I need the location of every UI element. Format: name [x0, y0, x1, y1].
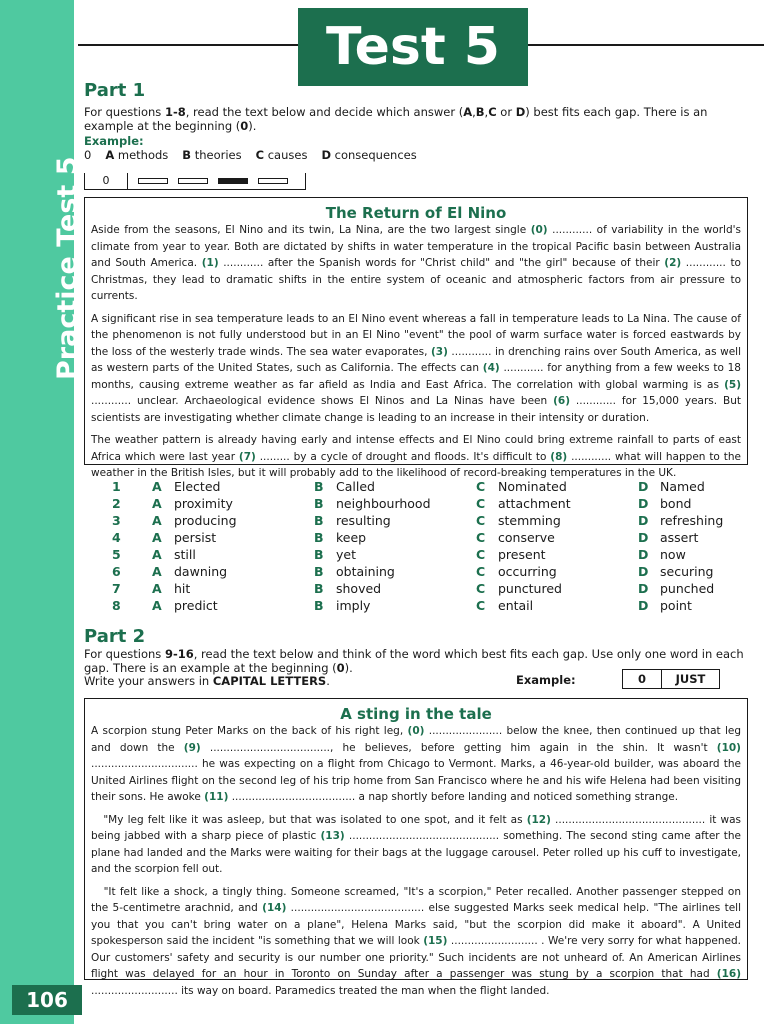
option-d: D bond — [638, 496, 692, 511]
option-a: A predict — [152, 598, 218, 613]
part2-example-label: Example: — [516, 673, 576, 687]
gap-number: (12) — [526, 813, 551, 826]
option-a: A hit — [152, 581, 191, 596]
example-option-c: C causes — [255, 148, 308, 162]
part1-options — [112, 478, 768, 614]
answer-slot-d — [258, 178, 288, 184]
option-b: B obtaining — [314, 564, 395, 579]
gap-number: (1) — [201, 257, 219, 269]
part1-article-title: The Return of El Nino — [325, 204, 507, 222]
part1-heading: Part 1 — [84, 80, 146, 101]
option-d: D refreshing — [638, 513, 724, 528]
part1-text-box — [84, 197, 748, 479]
example-option-d: D consequences — [321, 148, 417, 162]
option-row — [112, 478, 768, 495]
example-option-a: A methods — [105, 148, 169, 162]
part1-paragraph: A significant rise in sea temperature leads to an El Nino event whereas a fall in temperature leads to La Nina. The cause of the phenomenon is not fully understood but in an El Nino "event" the pool of warm surface water is forced eastwards by the loss of the westerly trade winds. The sea water evaporates, (3) ............ in drenching rains over South America, as well as western parts of the United States, such as California. The effects can (4) ............ for anything from a few weeks to 18 months, causing extreme weather as far afield as India and East Africa. The correlation with global warming is as (5) ............ unclear. Archaeological evidence shows El Ninos and La Ninas have been (6) ............ for 15,000 years. But scientists are investigating whether climate change is leading to an increase in their intensity or duration. — [91, 312, 741, 424]
part1-paragraphs — [85, 222, 747, 482]
option-number: 8 — [112, 598, 121, 613]
part2-instructions: For questions 9-16, read the text below and think of the word which best fits each gap. Use only one word in each gap. There is an example at the beginning (0). — [84, 647, 744, 675]
page-number: 106 — [12, 985, 82, 1015]
gap-number: (4) — [482, 362, 500, 374]
option-number: 4 — [112, 530, 121, 545]
side-title: Practice Test 5 — [52, 156, 83, 380]
option-row — [112, 512, 768, 529]
example-num: 0 — [84, 148, 92, 162]
part1-instructions: For questions 1-8, read the text below and decide which answer (A,B,C or D) best fits each gap. There is an example at the beginning (0). — [84, 105, 708, 133]
option-a: A persist — [152, 530, 217, 545]
option-d: D punched — [638, 581, 715, 596]
answer-slot-a — [138, 178, 168, 184]
part2-paragraph: A scorpion stung Peter Marks on the back of his right leg, (0) ...................... below the knee, then continued up that leg and down the (9) ...................................., he believes, before getting him again in the shin. It wasn't (10) ................................ he was expecting on a flight from Chicago to Vermont. Marks, a 46-year-old builder, was aboard the United Airlines flight on the second leg of his trip home from San Francisco where he and his wife Helena had been visiting their sons. He awoke (11) ..................................... a nap shortly before landing and noticed something strange. — [91, 725, 741, 803]
gap-number: (7) — [238, 450, 256, 463]
gap-number: (9) — [183, 741, 201, 754]
option-row — [112, 563, 768, 580]
option-d: D point — [638, 598, 692, 613]
part2-paragraph: "My leg felt like it was asleep, but that was isolated to one spot, and it felt as (12) ............................................. it was being jabbed with a sharp piece of plastic (13) ............................................. something. The second sting came after the plane had landed and the Marks were waiting for their bags at the luggage carousel. Peter rolled up his cuff to investigate, and the scorpion fell out. — [91, 813, 741, 875]
part1-paragraph: The weather pattern is already having early and intense effects and El Nino could bring extreme rainfall to parts of east Africa which were last year (7) ......... by a cycle of drought and floods. It's difficult to (8) ............ what will happen to the weather in the British Isles, but it will probably add to the likelihood of record-breaking temperatures in the UK. — [91, 434, 741, 479]
option-row — [112, 580, 768, 597]
part2-article-title: A sting in the tale — [340, 705, 492, 723]
option-a: A Elected — [152, 479, 221, 494]
answer-slot-b — [178, 178, 208, 184]
option-b: B yet — [314, 547, 356, 562]
option-b: B shoved — [314, 581, 382, 596]
part2-example-num: 0 — [623, 670, 662, 688]
option-c: C conserve — [476, 530, 555, 545]
option-b: B Called — [314, 479, 375, 494]
option-number: 5 — [112, 547, 121, 562]
option-d: D securing — [638, 564, 714, 579]
part2-write-instructions: Write your answers in CAPITAL LETTERS. — [84, 674, 330, 688]
option-d: D Named — [638, 479, 705, 494]
option-c: C Nominated — [476, 479, 567, 494]
gap-number: (16) — [716, 968, 741, 980]
option-c: C present — [476, 547, 546, 562]
gap-number: (14) — [262, 902, 287, 914]
part2-text-box — [84, 698, 748, 997]
part2-paragraph: "It felt like a shock, a tingly thing. Someone screamed, "It's a scorpion," Peter recalled. Another passenger stepped on the 5-centimetre arachnid, and (14) ........................................ else suggested Marks seek medical help. "The airlines tell you that you can't bring water on a plane", Helena Marks said, "but the scorpion did make it aboard". A United spokesperson said the incident "is something that we will look (15) .......................... . We're very sorry for what happened. Our customers' safety and security is our number one priority." Such incidents are not unheard of. An American Airlines flight was delayed for an hour in Toronto on Sunday after a passenger was stung by a scorpion that had (16) .......................... its way on board. Paramedics treated the man when the flight landed. — [91, 885, 742, 997]
gap-number: (2) — [664, 257, 682, 269]
option-a: A producing — [152, 513, 237, 528]
part2-heading: Part 2 — [84, 626, 146, 647]
option-c: C stemming — [476, 513, 561, 528]
option-b: B resulting — [314, 513, 391, 528]
gap-number: (0) — [530, 224, 548, 236]
option-number: 1 — [112, 479, 121, 494]
option-a: A proximity — [152, 496, 233, 511]
gap-number: (13) — [320, 830, 345, 842]
option-c: C occurring — [476, 564, 557, 579]
option-number: 6 — [112, 564, 121, 579]
option-c: C attachment — [476, 496, 571, 511]
option-number: 7 — [112, 581, 121, 596]
example-option-b: B theories — [182, 148, 242, 162]
option-row — [112, 597, 768, 614]
side-strip — [0, 0, 74, 1024]
option-number: 2 — [112, 496, 121, 511]
part2-example-answer: JUST — [675, 672, 706, 686]
answer-slot-c — [218, 178, 248, 184]
option-row — [112, 529, 768, 546]
part2-paragraphs — [85, 723, 747, 999]
option-number: 3 — [112, 513, 121, 528]
option-c: C entail — [476, 598, 534, 613]
gap-number: (6) — [553, 395, 570, 407]
option-b: B keep — [314, 530, 367, 545]
gap-number: (3) — [431, 345, 448, 358]
option-b: B neighbourhood — [314, 496, 431, 511]
gap-number: (8) — [550, 450, 568, 463]
option-b: B imply — [314, 598, 371, 613]
option-d: D now — [638, 547, 686, 562]
option-row — [112, 546, 768, 563]
option-row — [112, 495, 768, 512]
part1-paragraph: Aside from the seasons, El Nino and its twin, La Nina, are the two largest single (0) ............ of variability in the world's climate from year to year. Both are dictated by shifts in water temperature in the tropical Pacific basin between Australia and South America. (1) ............ after the Spanish words for "Christ child" and "the girl" because of their (2) ............ to Christmas, they lead to dramatic shifts in the entire system of oceanic and atmospheric factors from air pressure to currents. — [91, 224, 741, 302]
example-answer-sheet — [84, 173, 306, 190]
gap-number: (0) — [407, 725, 425, 737]
gap-number: (10) — [716, 741, 741, 754]
option-a: A still — [152, 547, 196, 562]
gap-number: (5) — [724, 378, 741, 391]
option-c: C punctured — [476, 581, 562, 596]
answer-sheet-num: 0 — [85, 173, 128, 189]
gap-number: (11) — [204, 791, 229, 803]
gap-number: (15) — [423, 935, 448, 947]
part2-example-box — [622, 669, 720, 689]
option-d: D assert — [638, 530, 699, 545]
part1-example-row — [84, 148, 417, 162]
part1-example-label: Example: — [84, 134, 144, 148]
option-a: A dawning — [152, 564, 228, 579]
test-title: Test 5 — [298, 8, 528, 86]
